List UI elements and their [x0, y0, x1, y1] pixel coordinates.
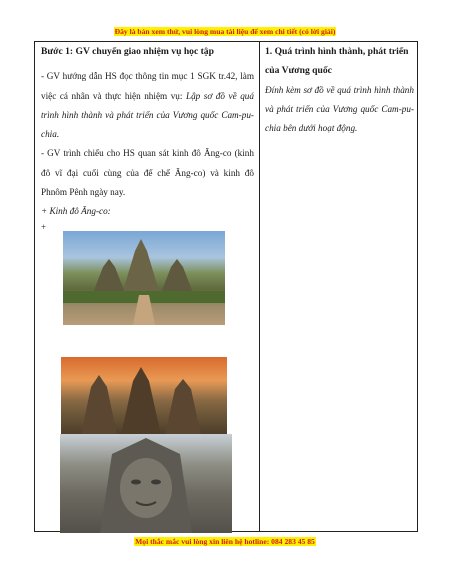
angkor-temple-photo-2 — [61, 357, 227, 435]
angkor-caption: + Kinh đô Ăng-co: — [41, 206, 111, 217]
right-heading: 1. Quá trình hình thành, phát triển của Vương quốc — [265, 46, 409, 77]
lesson-table — [34, 41, 418, 532]
right-column — [265, 42, 414, 138]
hotline-banner — [0, 537, 450, 546]
instruction-paragraph-1 — [41, 67, 254, 144]
left-heading: Bước 1: GV chuyển giao nhiệm vụ học tập — [41, 46, 214, 57]
angkor-temple-photo-1 — [63, 231, 225, 325]
preview-banner-text: Đây là bản xem thử, vui lòng mua tài liệu để xem chi tiết (có lời giải) — [114, 27, 336, 36]
hotline-text: Mọi thắc mắc vui lòng xin liên hệ hotline: 084 283 45 85 — [135, 537, 315, 546]
right-paragraph: Đính kèm sơ đồ về quá trình hình thành và phát triển của Vương quốc Cam-pu-chia bên dưới hoạt động. — [265, 84, 414, 134]
preview-banner — [0, 27, 450, 36]
bullet-plus: + — [41, 222, 47, 232]
instruction-text: - GV hướng dẫn HS đọc thông tin mục 1 SGK tr.42, làm việc cá nhân và thực hiện nhiệm vụ: — [41, 71, 254, 101]
task-text: Lập sơ đồ về quá trình hình thành và phát triển của Vương quốc Cam-pu-chia. — [41, 90, 254, 140]
bayon-faces-photo — [60, 434, 232, 533]
instruction-paragraph-2: - GV trình chiếu cho HS quan sát kinh đô Ăng-co (kinh đô vĩ đại cuối cùng của đế chế Ăng-co) và kinh đô Phnôm Pênh ngày nay. — [41, 148, 254, 198]
left-column — [41, 42, 254, 222]
column-divider — [259, 42, 260, 531]
